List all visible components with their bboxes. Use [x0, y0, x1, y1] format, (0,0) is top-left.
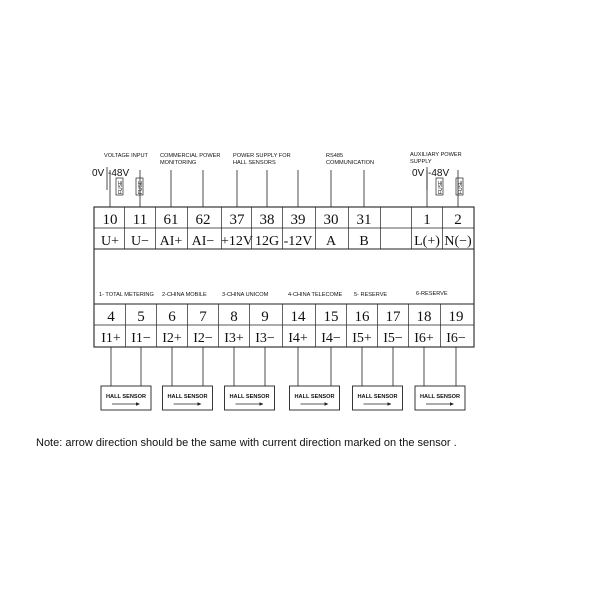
terminal-number: 8: [230, 309, 238, 325]
terminal-signal: U−: [130, 234, 150, 249]
terminal-number: 7: [199, 309, 207, 325]
top-group-label: MONITORING: [160, 160, 197, 166]
terminal-signal: B: [359, 234, 369, 249]
voltage-input-fuse-label: FUSE: [138, 180, 144, 194]
hall-sensor-label: HALL SENSOR: [167, 394, 208, 400]
terminal-number: 11: [132, 212, 148, 228]
terminal-signal: I1−: [131, 331, 151, 346]
terminal-number: 10: [102, 212, 118, 228]
terminal-signal: I3+: [224, 331, 244, 346]
terminal-number: 5: [137, 309, 145, 325]
terminal-number: 9: [261, 309, 269, 325]
top-group-label: AUXILIARY POWER: [410, 152, 462, 158]
terminal-number: 1: [423, 212, 431, 228]
terminal-number: 31: [356, 212, 372, 228]
terminal-signal: +12V: [220, 234, 254, 249]
bottom-group-label: 5- RESERVE: [354, 292, 388, 298]
terminal-signal: I6−: [446, 331, 466, 346]
terminal-number: 38: [259, 212, 275, 228]
terminal-number: 2: [454, 212, 462, 228]
terminal-number: 30: [323, 212, 339, 228]
terminal-signal: N(−): [444, 234, 472, 249]
terminal-signal: I4−: [321, 331, 341, 346]
terminal-signal: I2−: [193, 331, 213, 346]
terminal-signal: I5+: [352, 331, 372, 346]
terminal-number: 19: [448, 309, 464, 325]
terminal-signal: I3−: [255, 331, 275, 346]
terminal-number: 16: [354, 309, 370, 325]
aux-supply-0v-label: 0V: [412, 168, 425, 179]
top-group-label: POWER SUPPLY FOR: [233, 153, 291, 159]
terminal-number: 61: [163, 212, 179, 228]
bottom-group-label: 6-RESERVE: [416, 291, 448, 297]
top-group-label: HALL SENSORS: [233, 160, 276, 166]
terminal-number: 37: [229, 212, 245, 228]
hall-sensor-label: HALL SENSOR: [357, 394, 398, 400]
top-group-label: SUPPLY: [410, 159, 432, 165]
voltage-input-fuse-label: FUSE: [118, 180, 124, 194]
terminal-number: 62: [195, 212, 211, 228]
hall-sensor-label: HALL SENSOR: [420, 394, 460, 400]
terminal-signal: -12V: [283, 234, 313, 249]
terminal-signal: I5−: [383, 331, 403, 346]
terminal-number: 39: [290, 212, 306, 228]
terminal-signal: U+: [100, 234, 120, 249]
aux-supply-fuse-label: FUSE: [458, 180, 464, 194]
terminal-number: 18: [416, 309, 432, 325]
top-group-label: VOLTAGE INPUT: [104, 153, 148, 159]
terminal-number: 4: [107, 309, 115, 325]
bottom-group-label: 3-CHINA UNICOM: [222, 292, 269, 298]
top-group-label: RS485: [326, 153, 344, 159]
voltage-input-48v-label: -48V: [108, 168, 130, 179]
hall-sensor-label: HALL SENSOR: [294, 394, 335, 400]
terminal-signal: I1+: [101, 331, 121, 346]
terminal-number: 17: [385, 309, 401, 325]
terminal-signal: A: [325, 234, 337, 249]
note-text: Note: arrow direction should be the same with current direction marked on the sensor .: [36, 437, 457, 449]
bottom-group-label: 1- TOTAL METERING: [99, 292, 154, 298]
aux-supply-fuse-label: FUSE: [438, 180, 444, 194]
terminal-signal: I6+: [414, 331, 434, 346]
terminal-number: 6: [168, 309, 176, 325]
bottom-group-label: 2-CHINA MOBILE: [162, 292, 207, 298]
top-group-label: COMMERCIAL POWER: [160, 153, 221, 159]
hall-sensor-label: HALL SENSOR: [229, 394, 270, 400]
terminal-number: 15: [323, 309, 339, 325]
hall-sensor-label: HALL SENSOR: [106, 394, 146, 400]
terminal-signal: I4+: [288, 331, 308, 346]
voltage-input-0v-label: 0V: [92, 168, 105, 179]
terminal-signal: I2+: [162, 331, 182, 346]
terminal-signal: L(+): [414, 234, 440, 249]
bottom-group-label: 4-CHINA TELECOME: [288, 292, 343, 298]
terminal-number: 14: [290, 309, 306, 325]
top-group-label: COMMUNICATION: [326, 160, 375, 166]
terminal-signal: AI+: [159, 234, 183, 249]
terminal-signal: AI−: [191, 234, 215, 249]
aux-supply-48v-label: -48V: [428, 168, 450, 179]
terminal-signal: 12G: [254, 234, 280, 249]
